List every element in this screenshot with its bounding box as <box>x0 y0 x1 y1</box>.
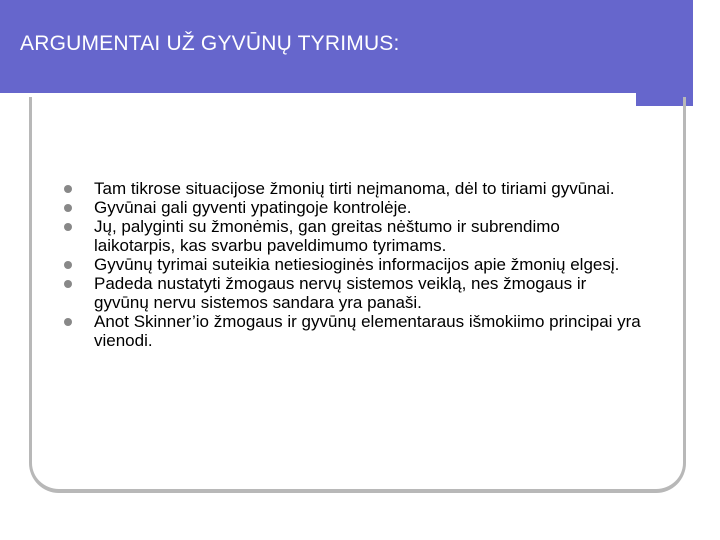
bullet-dot-icon <box>64 223 72 231</box>
list-item-text: Jų, palyginti su žmonėmis, gan greitas nėštumo ir subrendimo laikotarpis, kas svarbu paveldimumo tyrimams. <box>94 217 560 255</box>
list-item <box>64 179 644 198</box>
list-item <box>64 217 644 255</box>
list-item-text: Padeda nustatyti žmogaus nervų sistemos veiklą, nes žmogaus ir gyvūnų nervu sistemos sandara yra panaši. <box>94 274 587 312</box>
bullet-dot-icon <box>64 261 72 269</box>
list-item-text: Tam tikrose situacijose žmonių tirti neįmanoma, dėl to tiriami gyvūnai. <box>94 179 615 198</box>
bullet-dot-icon <box>64 204 72 212</box>
list-item-text: Gyvūnų tyrimai suteikia netiesioginės informacijos apie žmonių elgesį. <box>94 255 620 274</box>
list-item <box>64 274 644 312</box>
list-item-text: Gyvūnai gali gyventi ypatingoje kontrolėje. <box>94 198 412 217</box>
bullet-list <box>64 179 644 350</box>
slide-title: ARGUMENTAI UŽ GYVŪNŲ TYRIMUS: <box>20 32 400 55</box>
list-item <box>64 255 644 274</box>
title-bar-tab <box>636 0 693 106</box>
list-item <box>64 312 644 350</box>
list-item-text: Anot Skinner’io žmogaus ir gyvūnų elementaraus išmokiimo principai yra vienodi. <box>94 312 641 350</box>
list-item <box>64 198 644 217</box>
bullet-dot-icon <box>64 185 72 193</box>
bullet-dot-icon <box>64 280 72 288</box>
bullet-dot-icon <box>64 318 72 326</box>
